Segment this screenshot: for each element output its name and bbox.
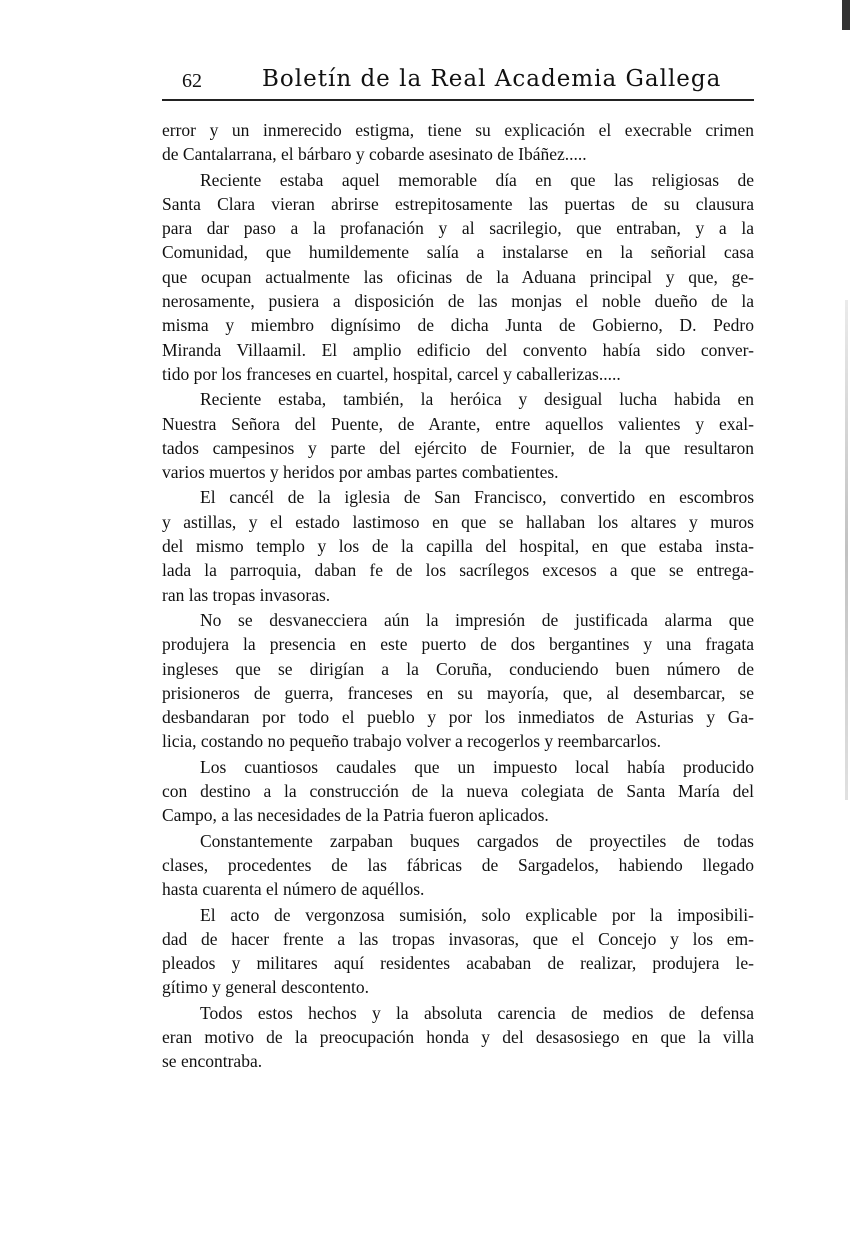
text-line: gítimo y general descontento. [162,977,370,998]
text-line: hasta cuarenta el número de aquéllos. [162,879,425,900]
text-line: Reciente estaba, también, la heróica y desigual lucha habida en [200,389,754,410]
text-line: ingleses que se dirigían a la Coruña, conduciendo buen número de [162,658,754,679]
paragraph [162,387,754,484]
text-line: Miranda Villaamil. El amplio edificio del convento había sido conver- [162,339,754,360]
text-line: licia, costando no pequeño trabajo volver a recogerlos y reembarcarlos. [162,731,662,752]
paragraph [162,755,754,828]
paragraph [162,608,754,754]
running-title: Boletín de la Real Academia Gallega [262,66,722,92]
text-line: Constantemente zarpaban buques cargados de proyectiles de todas [200,830,754,851]
text-line: se encontraba. [162,1051,263,1072]
text-line: Todos estos hechos y la absoluta carencia de medios de defensa [200,1002,754,1023]
text-line: clases, procedentes de las fábricas de Sargadelos, habiendo llegado [162,854,754,875]
text-line: lada la parroquia, daban fe de los sacrílegos excesos a que se entrega- [162,560,754,581]
text-line: Reciente estaba aquel memorable día en que las religiosas de [200,169,754,190]
paragraph [162,168,754,387]
header-rule [162,99,754,101]
text-line: ran las tropas invasoras. [162,584,331,605]
paragraph [162,903,754,1000]
paragraph [162,829,754,902]
page-number: 62 [182,70,202,92]
text-line: El cancél de la iglesia de San Francisco, convertido en escombros [200,487,754,508]
text-line: Santa Clara vieran abrirse estrepitosamente las puertas de su clausura [162,193,754,214]
text-line: para dar paso a la profanación y al sacrilegio, que entraban, y a la [162,218,754,239]
paragraph [162,1001,754,1074]
page-header [176,64,756,98]
text-line: tados campesinos y parte del ejército de Fournier, de la que resultaron [162,437,754,458]
text-line: eran motivo de la preocupación honda y del desasosiego en que la villa [162,1026,754,1047]
text-line: con destino a la construcción de la nueva colegiata de Santa María del [162,781,754,802]
text-line: dad de hacer frente a las tropas invasoras, que el Concejo y los em- [162,928,754,949]
text-line: y astillas, y el estado lastimoso en que se hallaban los altares y muros [162,511,754,532]
body-text [162,118,754,1075]
text-line: del mismo templo y los de la capilla del hospital, en que estaba insta- [162,536,754,557]
text-line: nerosamente, pusiera a disposición de las monjas el noble dueño de la [162,291,754,312]
paragraph [162,485,754,606]
text-line: misma y miembro dignísimo de dicha Junta de Gobierno, D. Pedro [162,315,754,336]
scan-margin-streak [845,300,848,800]
text-line: Comunidad, que humildemente salía a instalarse en la señorial casa [162,242,754,263]
text-line: produjera la presencia en este puerto de dos bergantines y una fragata [162,634,754,655]
text-line: Nuestra Señora del Puente, de Arante, entre aquellos valientes y exal- [162,413,754,434]
text-line: No se desvanecciera aún la impresión de justificada alarma que [200,609,754,630]
text-line: pleados y militares aquí residentes acababan de realizar, produjera le- [162,953,754,974]
text-line: tido por los franceses en cuartel, hospital, carcel y caballerizas..... [162,363,621,384]
text-line: que ocupan actualmente las oficinas de la Aduana principal y que, ge- [162,266,754,287]
text-line: El acto de vergonzosa sumisión, solo explicable por la imposibili- [200,904,754,925]
text-line: desbandaran por todo el pueblo y por los inmediatos de Asturias y Ga- [162,707,754,728]
scan-edge-mark [842,0,850,30]
text-line: Los cuantiosos caudales que un impuesto local había producido [200,756,754,777]
paragraph [162,118,754,167]
text-line: de Cantalarrana, el bárbaro y cobarde asesinato de Ibáñez..... [162,144,587,165]
text-line: varios muertos y heridos por ambas partes combatientes. [162,462,559,483]
text-line: Campo, a las necesidades de la Patria fueron aplicados. [162,805,549,826]
text-line: error y un inmerecido estigma, tiene su explicación el execrable crimen [162,120,754,140]
text-line: prisioneros de guerra, franceses en su mayoría, que, al desembarcar, se [162,682,754,703]
